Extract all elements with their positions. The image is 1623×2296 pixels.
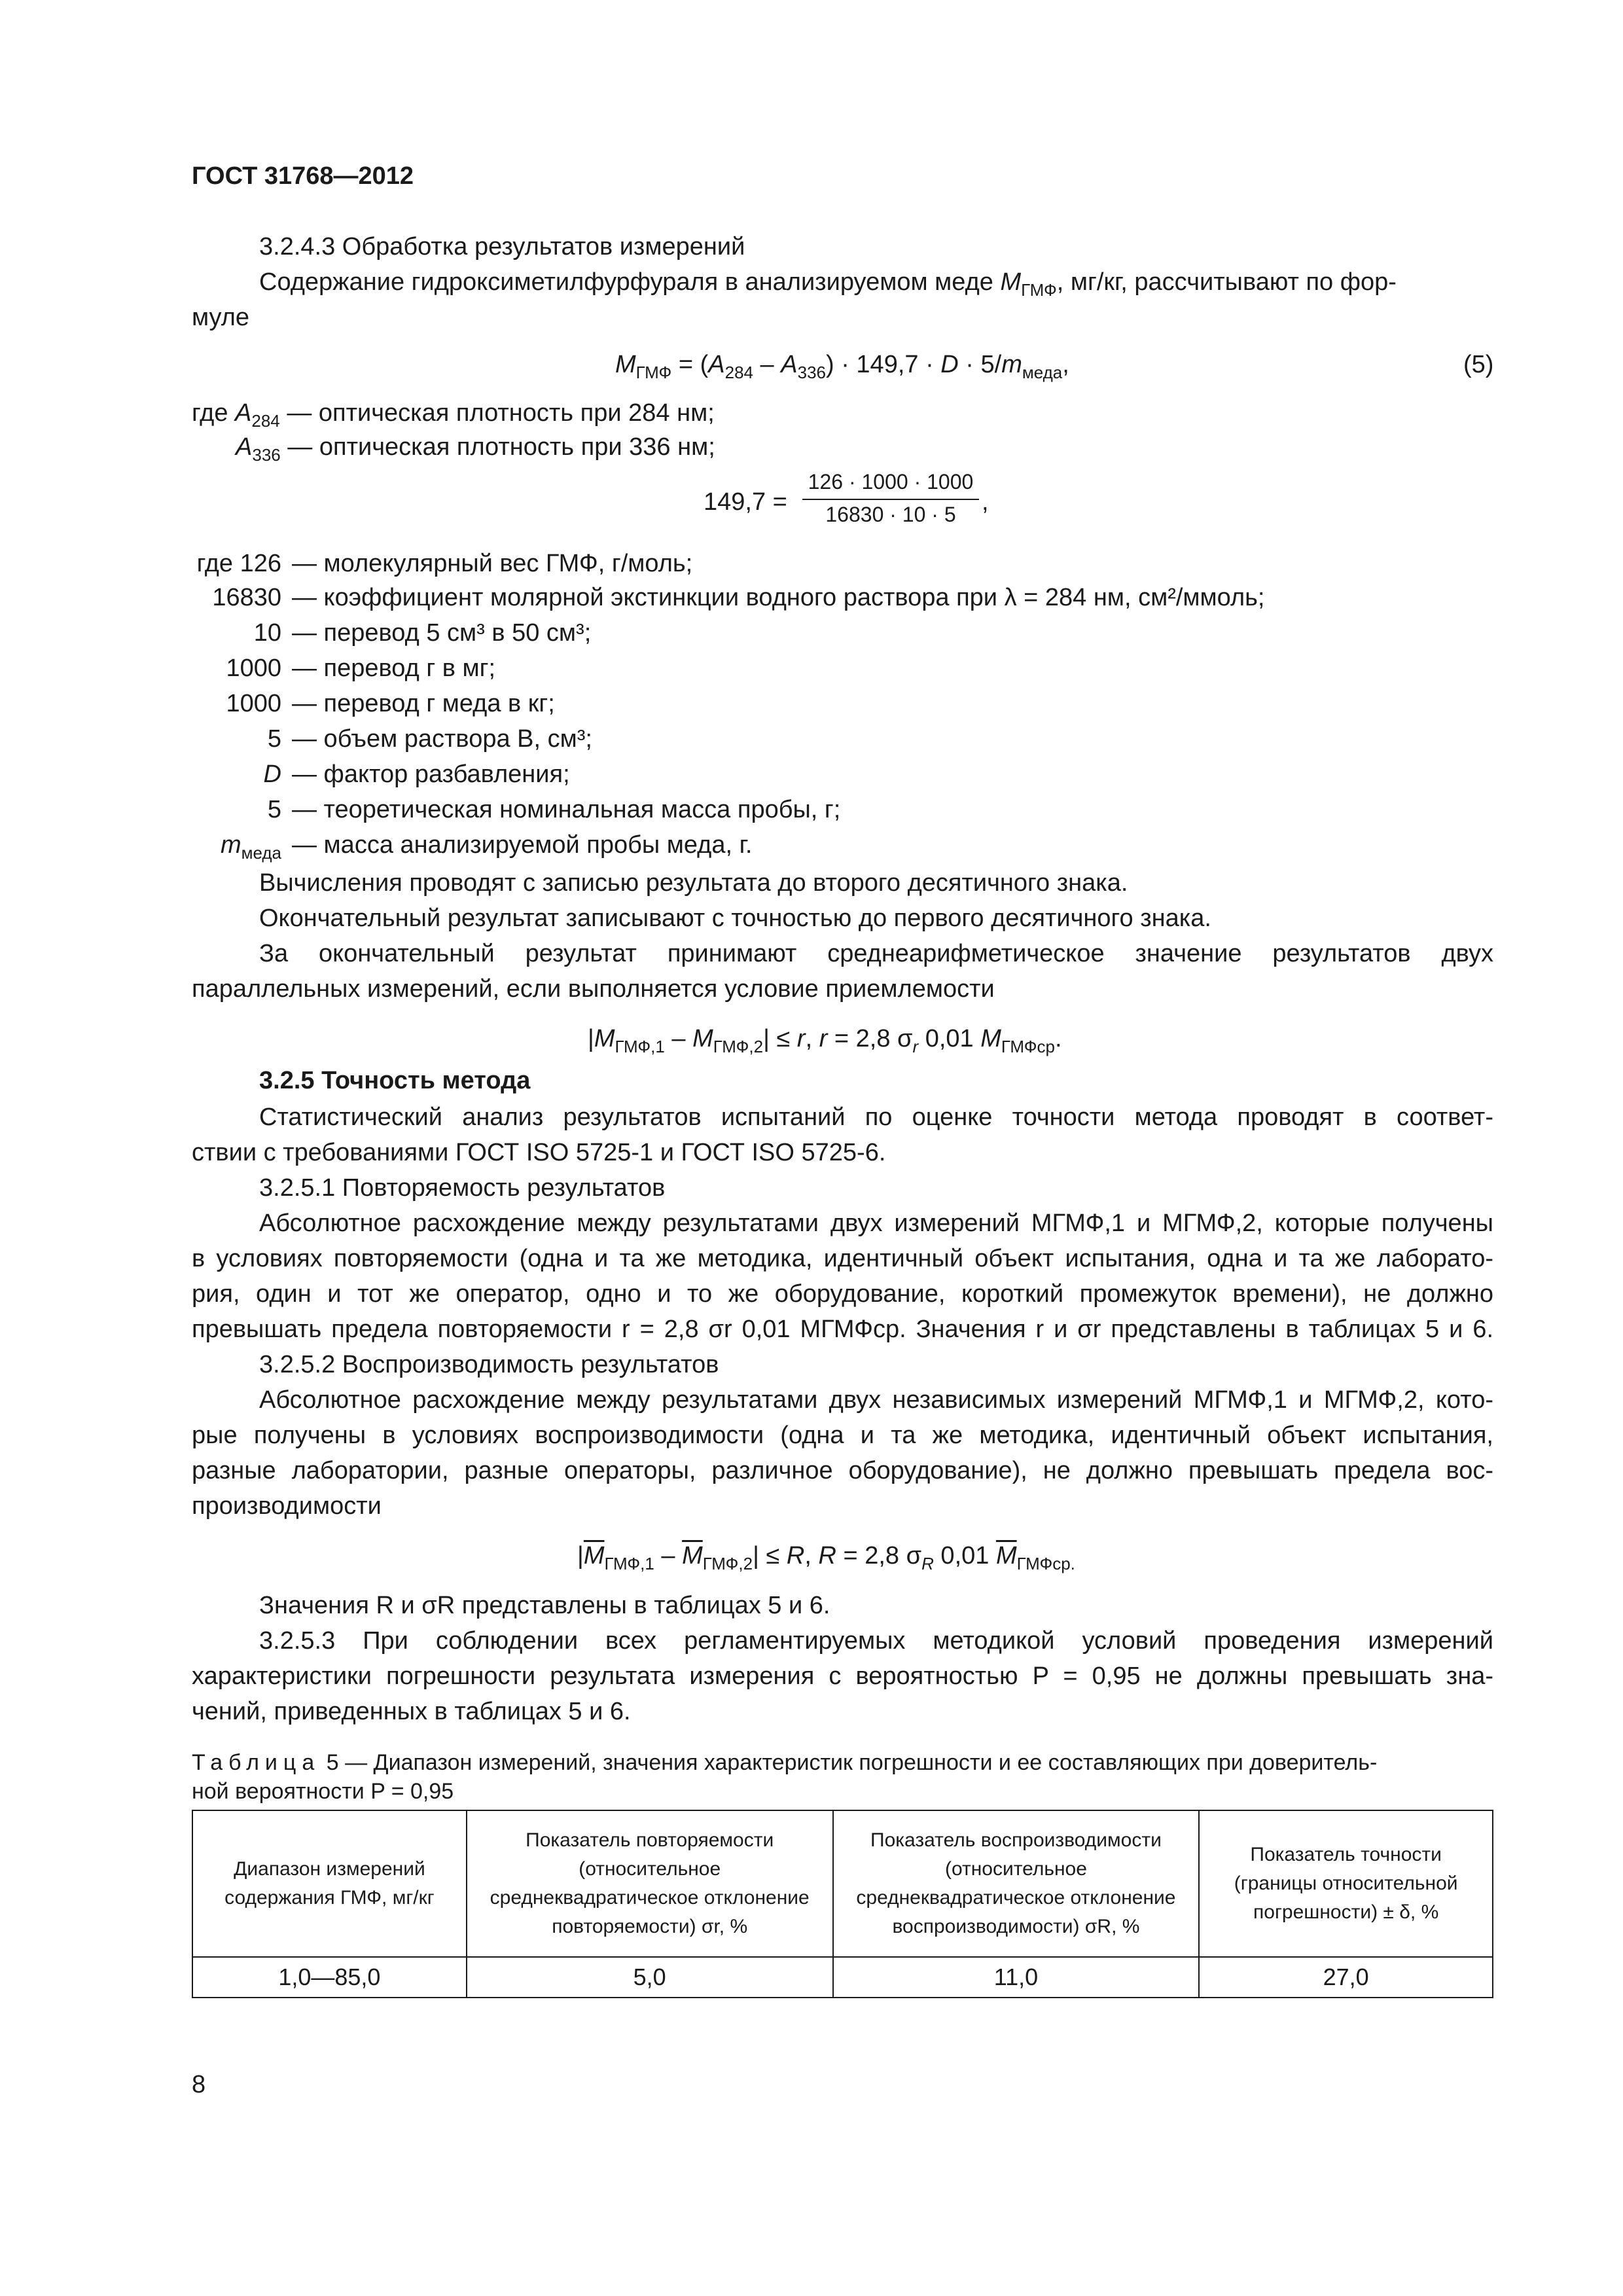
table-caption-line-2: ной вероятности P = 0,95: [192, 1779, 454, 1804]
table-cell: 11,0: [833, 1957, 1200, 1998]
legend-text: — перевод 5 см³ в 50 см³;: [292, 619, 592, 647]
legend-num: 1000: [226, 690, 281, 717]
reproducibility-formula: $|\overline{M}_{ГМФ,1} - \overline{M}_{ГМФ,2}| \le R$, R = 2,8 $\sigma_R$ 0,01 $\overline{M}_{ГМФср.}$: [577, 1542, 1075, 1573]
reproducibility-line-2: рые получены в условиях воспроизводимости (одна и та же методика, идентичный объект испытания,: [192, 1422, 1493, 1449]
document-code: ГОСТ 31768—2012: [192, 162, 414, 190]
section-heading-3252: 3.2.5.2 Воспроизводимость результатов: [259, 1351, 719, 1378]
fraction-denominator: 16830 · 10 · 5: [825, 503, 956, 526]
legend-text: — молекулярный вес ГМФ, г/моль;: [292, 550, 693, 577]
fraction-comma: ,: [982, 488, 989, 516]
legend-num: 1000: [226, 655, 281, 682]
conditions-line-3: чений, приведенных в таблицах 5 и 6.: [192, 1698, 631, 1725]
legend-num: 5: [267, 796, 281, 823]
section-heading-3243: 3.2.4.3 Обработка результатов измерений: [259, 233, 745, 260]
formula-number: (5): [1463, 351, 1494, 378]
legend-num: где 126: [196, 550, 281, 577]
intro-line-1: Содержание гидроксиметилфурфураля в анализируемом меде $M_{ГМФ}$, мг/кг, рассчитывают по фор-: [259, 268, 1397, 300]
repeatability-line-3: рия, один и тот же оператор, одно и то же оборудование, короткий промежуток времени), не должно: [192, 1280, 1493, 1308]
where-a284: где $A_{284}$ — оптическая плотность при 284 нм;: [192, 399, 715, 431]
table-header-cell: Показатель воспроизводимости (относительное среднеквадратическое отклонение воспроизводимости) σR, %: [833, 1810, 1200, 1957]
table-cell: 27,0: [1199, 1957, 1493, 1998]
repeatability-line-1: Абсолютное расхождение между результатами двух измерений МГМФ,1 и МГМФ,2, которые получены: [259, 1210, 1493, 1237]
table-row: [192, 1957, 1493, 1998]
table-header-cell: Показатель точности (границы относительной погрешности) ± δ, %: [1199, 1810, 1493, 1957]
legend-text: — перевод г в мг;: [292, 655, 496, 682]
table-caption-line-1: Таблица 5 — Диапазон измерений, значения характеристик погрешности и ее составляющих при доверитель-: [192, 1750, 1378, 1775]
repeatability-line-2: в условиях повторяемости (одна и та же методика, идентичный объект испытания, одна и та же лаборато-: [192, 1245, 1493, 1272]
legend-text: — объем раствора В, см³;: [292, 725, 592, 753]
legend-text: — коэффициент молярной экстинкции водного раствора при λ = 284 нм, см²/ммоль;: [292, 584, 1265, 611]
table-header-row: [192, 1810, 1493, 1957]
legend-num: D: [263, 761, 281, 788]
reproducibility-line-4: производимости: [192, 1492, 382, 1520]
table-cell: 1,0—85,0: [192, 1957, 467, 1998]
section-heading-3251: 3.2.5.1 Повторяемость результатов: [259, 1174, 666, 1202]
legend-num: 16830: [212, 584, 281, 611]
fraction-numerator: 126 · 1000 · 1000: [808, 470, 974, 493]
legend-text: — перевод г меда в кг;: [292, 690, 555, 717]
mean-line-1: За окончательный результат принимают среднеарифметическое значение результатов двух: [259, 940, 1493, 967]
conditions-line-1: 3.2.5.3 При соблюдении всех регламентируемых методикой условий проведения измерений: [259, 1627, 1493, 1655]
legend-num: 10: [253, 619, 281, 647]
accuracy-line-1: Статистический анализ результатов испытаний по оценке точности метода проводят в соответ-: [259, 1103, 1493, 1131]
legend-text: — фактор разбавления;: [292, 761, 570, 788]
legend-num-m: $m_{меда}$: [220, 831, 281, 863]
calc-note: Вычисления проводят с записью результата до второго десятичного знака.: [259, 869, 1128, 897]
reproducibility-line-3: разные лаборатории, разные операторы, различное оборудование), не должно превышать предела вос-: [192, 1457, 1493, 1484]
reproducibility-line-1: Абсолютное расхождение между результатами двух независимых измерений МГМФ,1 и МГМФ,2, кото-: [259, 1386, 1493, 1414]
fraction-bar: [802, 499, 979, 500]
accuracy-line-2: ствии с требованиями ГОСТ ISO 5725-1 и ГОСТ ISO 5725-6.: [192, 1139, 886, 1166]
page-number: 8: [192, 2071, 206, 2098]
section-heading-325: 3.2.5 Точность метода: [259, 1067, 531, 1094]
where-a336: $A_{336}$ — оптическая плотность при 336 нм;: [236, 433, 715, 465]
intro-line-2: муле: [192, 304, 250, 331]
conditions-line-2: характеристики погрешности результата измерения с вероятностью P = 0,95 не должны превышать зна-: [192, 1662, 1493, 1690]
table-cell: 5,0: [467, 1957, 833, 1998]
formula-5: $M_{ГМФ} = (A_{284} - A_{336}) \cdot 149,7 \cdot D \cdot 5/m_{меда}$,: [615, 351, 1069, 382]
mean-line-2: параллельных измерений, если выполняется условие приемлемости: [192, 975, 995, 1003]
final-note: Окончательный результат записывают с точностью до первого десятичного знака.: [259, 905, 1211, 932]
table-header-cell: Показатель повторяемости (относительное среднеквадратическое отклонение повторяемости) σr, %: [467, 1810, 833, 1957]
acceptance-formula: $|M_{ГМФ,1} - M_{ГМФ,2}| \le r$, r = 2,8 $\sigma_r$ 0,01 $M_{ГМФср}$.: [588, 1025, 1062, 1056]
legend-text: — теоретическая номинальная масса пробы, г;: [292, 796, 841, 823]
repeatability-line-4: превышать предела повторяемости r = 2,8 σr 0,01 МГМФср. Значения r и σr представлены в таблицах 5 и 6.: [192, 1316, 1493, 1343]
legend-text: — масса анализируемой пробы меда, г.: [292, 831, 753, 859]
values-note: Значения R и σR представлены в таблицах 5 и 6.: [259, 1592, 830, 1619]
constant-lhs: 149,7 =: [704, 488, 787, 516]
legend-num: 5: [267, 725, 281, 753]
table-5: [192, 1810, 1493, 1998]
table-header-cell: Диапазон измерений содержания ГМФ, мг/кг: [192, 1810, 467, 1957]
